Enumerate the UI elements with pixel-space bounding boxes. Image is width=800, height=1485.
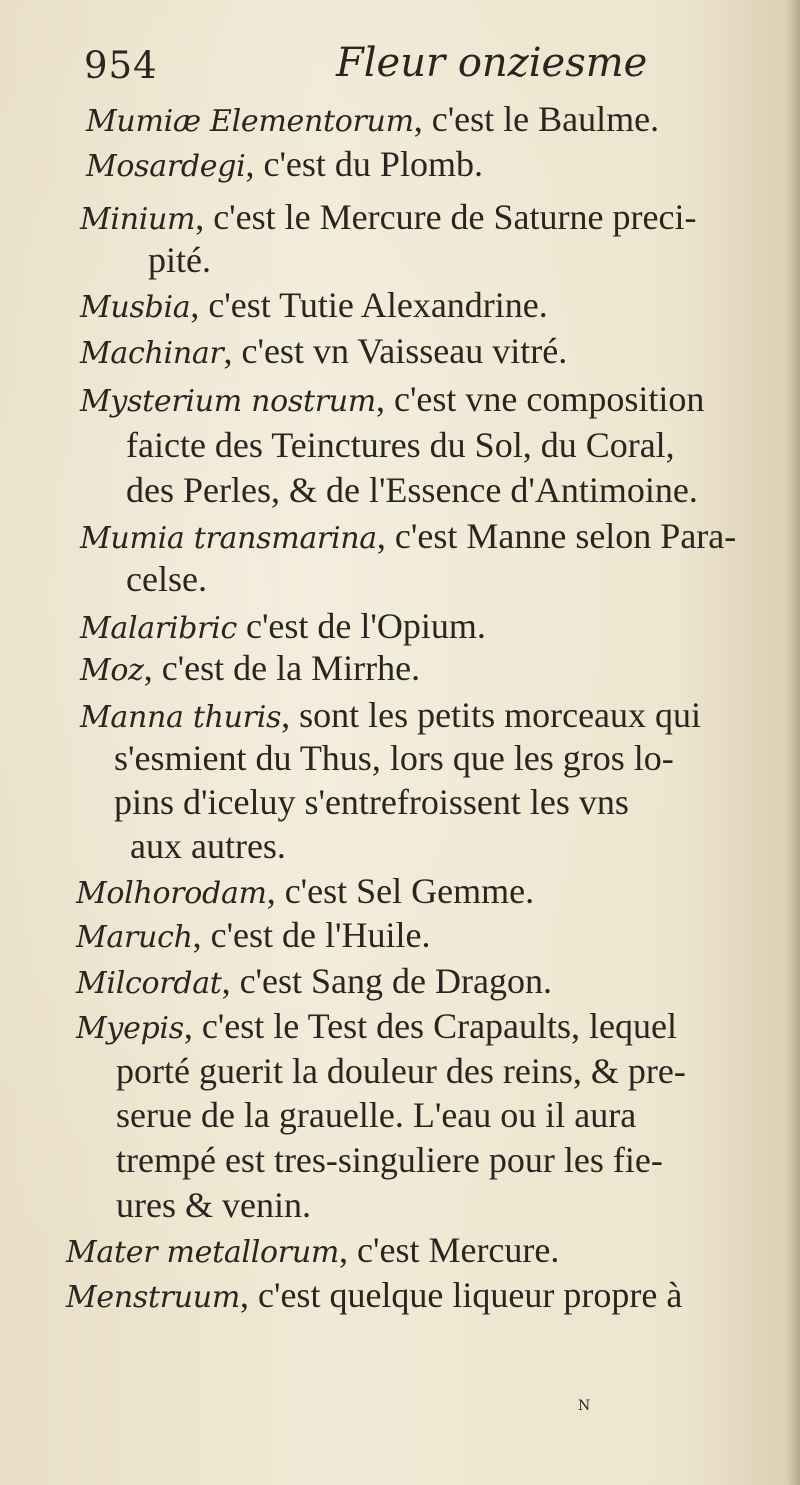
entry-term: Mosardegi [86,149,246,184]
text-line [130,824,286,871]
entry-term: Machinar [80,336,224,371]
entry-term: Milcordat [76,966,222,1001]
entry-text: s'esmient du Thus, lors que les gros lo- [114,738,674,778]
entry-text: , c'est Mercure. [339,1230,560,1270]
page-edge-shadow [786,0,800,1485]
entry-term: Moz [80,653,144,688]
entry-term: Mumiæ Elementorum [86,104,414,139]
entry-text: trempé est tres-singuliere pour les fie- [116,1140,663,1180]
entry-text: , c'est de l'Huile. [192,915,431,955]
text-line [66,1228,559,1275]
entry-text: celse. [126,559,207,599]
text-line [80,514,736,561]
entry-text: , c'est Manne selon Para- [376,516,737,556]
text-line [148,238,211,285]
text-line [80,604,486,651]
entry-term: Mumia transmarina [80,521,377,556]
entry-text: , c'est le Mercure de Saturne preci- [195,197,697,237]
entry-text: , c'est Sang de Dragon. [221,961,552,1001]
entry-term: Maruch [76,920,193,955]
text-line [116,1093,636,1140]
entry-text: pité. [148,240,211,280]
signature-mark: N [578,1398,591,1414]
text-line [80,329,567,376]
text-line [114,780,629,827]
text-line [126,468,698,515]
text-line [80,646,420,693]
entry-text: aux autres. [130,826,286,866]
text-line [80,195,696,242]
entry-text: , c'est vne composition [375,379,705,419]
text-line [66,1273,682,1320]
entry-text: , sont les petits morceaux qui [281,695,702,735]
text-line [80,693,701,740]
entry-text: , c'est du Plomb. [245,144,483,184]
entry-text: c'est de l'Opium. [236,606,486,646]
entry-text: , c'est vn Vaisseau vitré. [223,331,568,371]
entry-text: faicte des Teinctures du Sol, du Coral, [126,425,675,465]
entry-term: Myepis [76,1011,184,1046]
entry-text: pins d'iceluy s'entrefroissent les vns [114,782,629,822]
entry-term: Molhorodam [76,876,267,911]
entry-text: porté guerit la douleur des reins, & pre- [116,1051,686,1091]
page-header [84,40,724,100]
entry-term: Manna thuris [80,700,282,735]
entry-term: Mater metallorum [66,1235,339,1270]
entry-text: ures & venin. [116,1185,311,1225]
text-line [86,97,659,144]
text-line [76,959,552,1006]
text-line [116,1183,311,1230]
entry-text: , c'est quelque liqueur propre à [239,1275,683,1315]
text-line [86,142,483,189]
entry-text: , c'est Tutie Alexandrine. [190,285,548,325]
text-line [76,913,431,960]
text-line [76,869,534,916]
entry-term: Minium [80,202,196,237]
text-line [114,736,674,783]
text-line [126,423,675,470]
text-line [76,1004,677,1051]
entry-term: Malaribric [80,611,237,646]
text-line [116,1049,686,1096]
entry-term: Musbia [80,290,191,325]
entry-text: , c'est de la Mirrhe. [143,648,421,688]
page-number: 954 [84,44,158,87]
text-line [116,1138,663,1185]
entry-text: , c'est Sel Gemme. [266,871,535,911]
text-line [126,557,207,604]
entry-text: , c'est le Test des Crapaults, lequel [183,1006,677,1046]
entry-text: serue de la grauelle. L'eau ou il aura [116,1095,637,1135]
text-line [80,377,704,424]
entry-term: Mysterium nostrum [80,384,376,419]
entry-text: des Perles, & de l'Essence d'Antimoine. [126,470,698,510]
entry-term: Menstruum [66,1280,240,1315]
entry-text: , c'est le Baulme. [413,99,660,139]
running-head: Fleur onziesme [336,40,648,86]
text-line [80,283,548,330]
